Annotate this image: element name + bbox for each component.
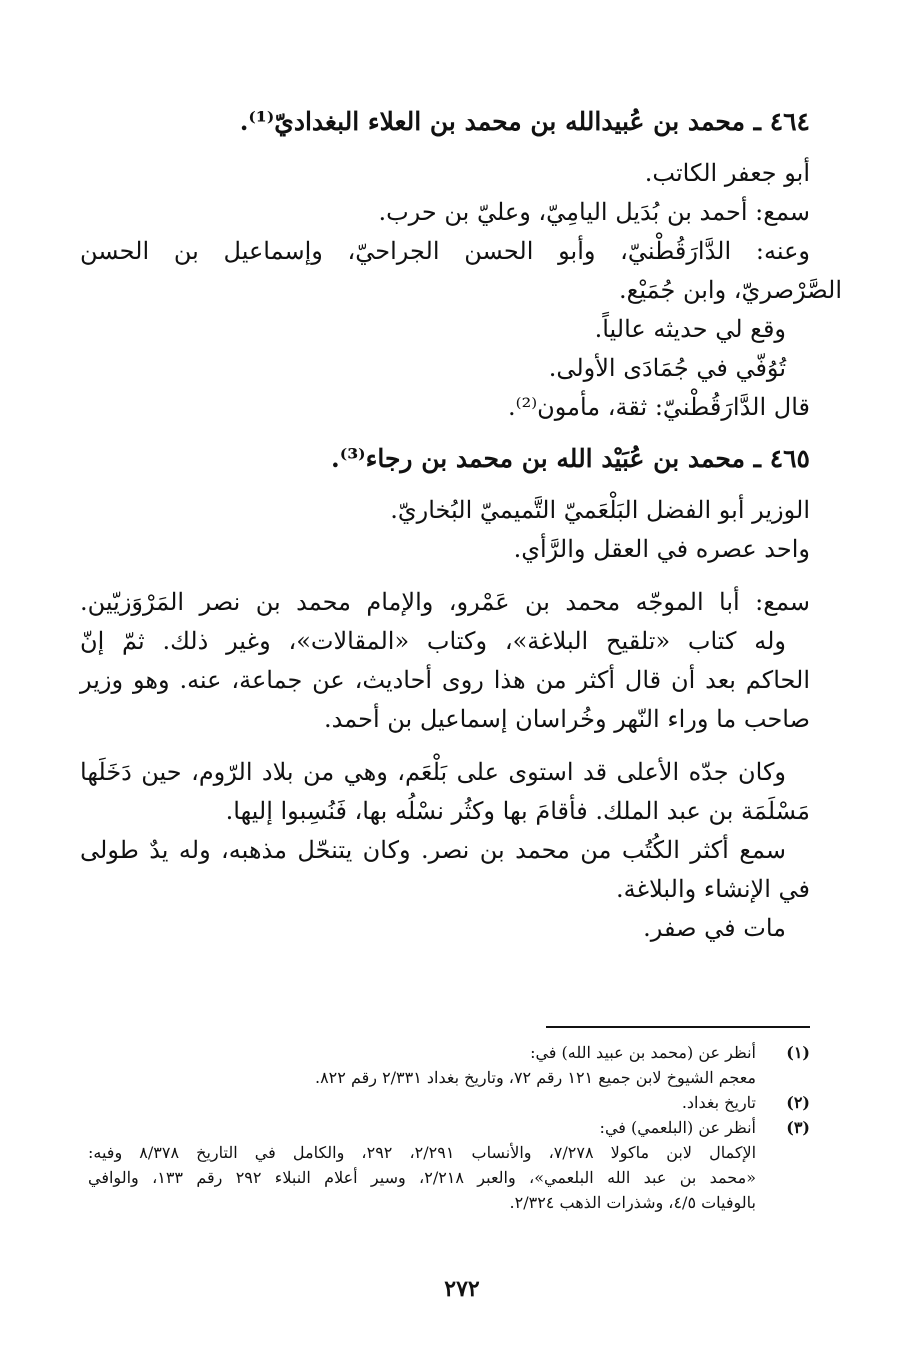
entry-line: الصَّرْصريّ، وابن جُمَيْع. <box>618 276 842 304</box>
footnote-number: (١) <box>786 1043 810 1062</box>
footnote-number: (٣) <box>786 1118 810 1137</box>
footnote-line: أنظر عن (محمد بن عبيد الله) في: <box>530 1043 756 1062</box>
entry-line: تُوُفّي في جُمَادَى الأولى. <box>548 354 786 382</box>
entry-heading-465: ٤٦٥ ـ محمد بن عُبَيْد الله بن محمد بن رجاء⁽³⁾. <box>331 444 810 473</box>
entry-line: صاحب ما وراء النّهر وخُراسان إسماعيل بن أحمد. <box>324 705 810 733</box>
page-number: ٢٧٢ <box>444 1276 480 1302</box>
footnote-number: (٢) <box>786 1093 810 1112</box>
footnote-3 <box>88 1115 810 1215</box>
entry-line: وكان جدّه الأعلى قد استوى على بَلْعَم، وهي من بلاد الرّوم، حين دَخَلَها <box>80 758 786 786</box>
footnote-line: «محمد بن عبد الله البلعمي»، والعبر ٢/٢١٨، وسير أعلام النبلاء ٢٩٢ رقم ١٣٣، والوافي <box>88 1168 756 1187</box>
footnote-body <box>88 1040 756 1090</box>
entry-line: واحد عصره في العقل والرَّأي. <box>513 535 810 563</box>
footnote-line: معجم الشيوخ لابن جميع ١٢١ رقم ٧٢، وتاريخ بغداد ٢/٣٣١ رقم ٨٢٢. <box>314 1068 756 1087</box>
entry-line: سمع أكثر الكُتُب من محمد بن نصر. وكان يتنحّل مذهبه، وله يدٌ طولى <box>80 836 786 864</box>
entry-line: سمع: أحمد بن بُدَيل اليامِيّ، وعليّ بن حرب. <box>378 198 810 226</box>
footnote-1 <box>88 1040 810 1090</box>
entry-line: مات في صفر. <box>643 914 786 942</box>
footnote-line: بالوفيات ٤/٥، وشذرات الذهب ٢/٣٢٤. <box>509 1193 756 1212</box>
footnote-2 <box>88 1090 810 1115</box>
spacer <box>80 427 810 435</box>
spacer <box>80 483 810 491</box>
entry-line: الوزير أبو الفضل البَلْعَميّ التَّميميّ البُخاريّ. <box>390 496 810 524</box>
entry-line: سمع: أبا الموجّه محمد بن عَمْرو، والإمام محمد بن نصر المَرْوَزيّين. <box>80 588 810 616</box>
entry-line: أبو جعفر الكاتب. <box>644 159 810 187</box>
entry-line: مَسْلَمَة بن عبد الملك. فأقامَ بها وكثُر نسْلُه بها، فَنُسِبوا إليها. <box>225 797 810 825</box>
footnote-divider <box>546 1026 810 1028</box>
entry-heading-464: ٤٦٤ ـ محمد بن عُبيدالله بن محمد بن العلاء البغداديّ⁽¹⁾. <box>239 107 810 136</box>
entry-line: وله كتاب «تلقيح البلاغة»، وكتاب «المقالات»، وغير ذلك. ثمّ إنّ <box>80 627 786 655</box>
entry-line: في الإنشاء والبلاغة. <box>616 875 810 903</box>
entry-line: الحاكم بعد أن قال أكثر من هذا روى أحاديث، عن جماعة، عنه. وهو وزير <box>80 666 810 694</box>
main-text <box>80 98 842 948</box>
footnote-body <box>88 1115 756 1215</box>
spacer <box>80 146 810 154</box>
footnote-body <box>88 1090 756 1115</box>
footnote-line: تاريخ بغداد. <box>681 1093 756 1112</box>
footnote-line: الإكمال لابن ماكولا ٧/٢٧٨، والأنساب ٢/٢٩١، ٢٩٢، والكامل في التاريخ ٨/٣٧٨ وفيه: <box>88 1143 756 1162</box>
entry-line: وقع لي حديثه عالياً. <box>594 315 786 343</box>
entry-line: قال الدَّارَقُطْنيّ: ثقة، مأمون⁽²⁾. <box>508 393 810 421</box>
spacer <box>80 569 810 583</box>
spacer <box>80 739 810 753</box>
footnote-line: أنظر عن (البلعمي) في: <box>599 1118 756 1137</box>
entry-line: وعنه: الدَّارَقُطْنيّ، وأبو الحسن الجراحيّ، وإسماعيل بن الحسن <box>80 237 810 265</box>
footnotes <box>88 1040 810 1215</box>
